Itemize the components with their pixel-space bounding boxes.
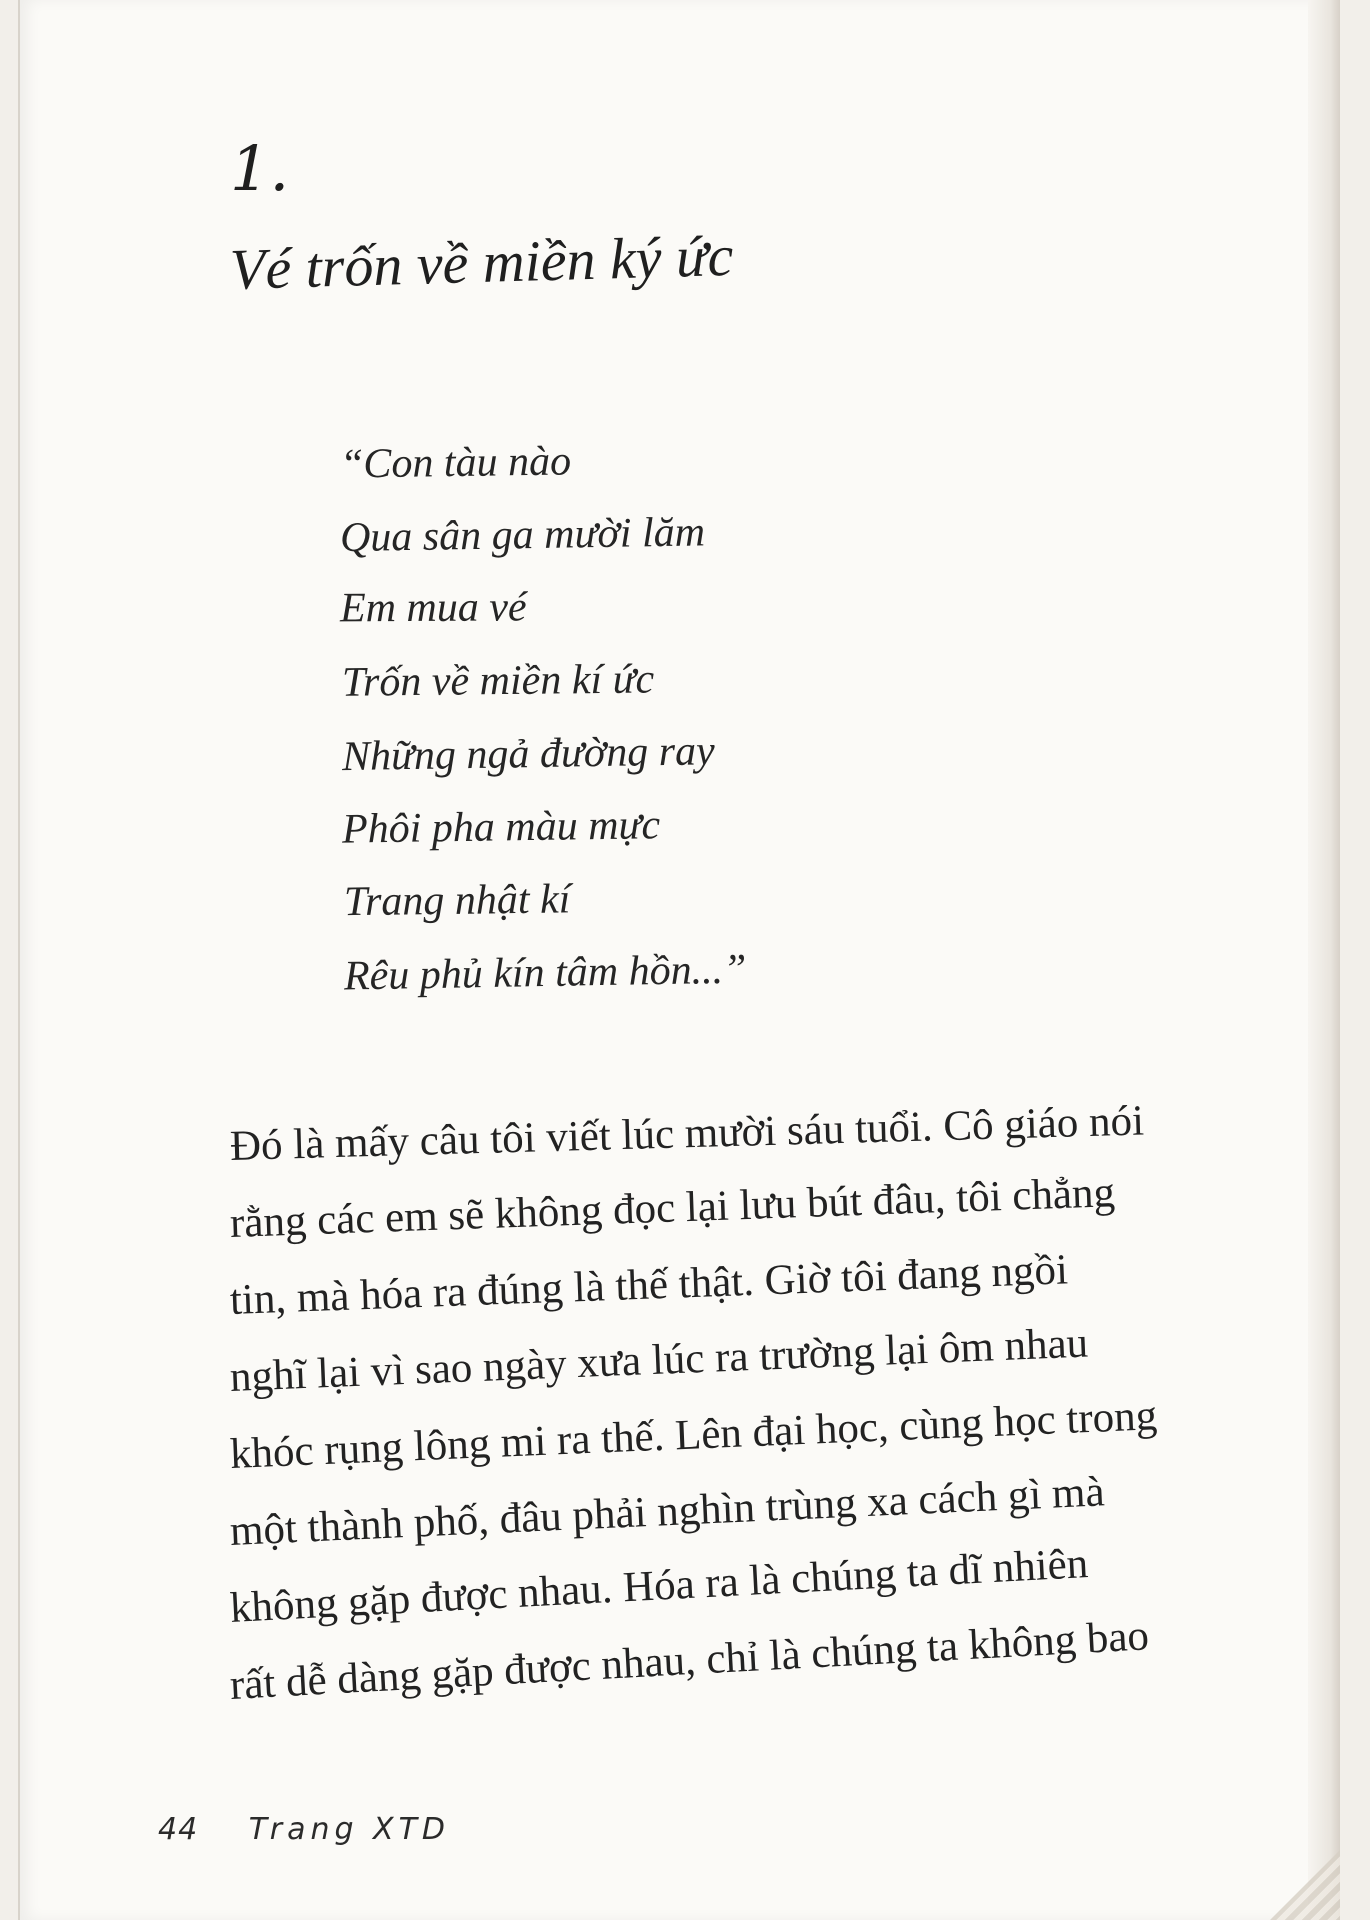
poem-line: Phôi pha màu mực [341,802,661,853]
poem-line: Rêu phủ kín tâm hồn...” [343,946,747,1000]
body-line: Đó là mấy câu tôi viết lúc mười sáu tuổi. Cô giáo nói [229,1097,1145,1170]
body-paragraph [228,1097,1310,1724]
body-line: rất dễ dàng gặp được nhau, chỉ là chúng ta không bao [228,1612,1151,1709]
poem-line: Trang nhật kí [343,876,571,926]
body-line: nghĩ lại vì sao ngày xưa lúc ra trường lại ôm nhau [229,1319,1089,1401]
body-line: không gặp được nhau. Hóa ra là chúng ta dĩ nhiên [228,1540,1090,1632]
body-line: rằng các em sẽ không đọc lại lưu bút đâu, tôi chẳng [229,1169,1116,1247]
chapter-number: 1. [230,132,290,205]
running-title: Trang XTD [248,1812,451,1847]
poem-line: Em mua vé [339,584,527,632]
curled-corner [1270,1850,1340,1920]
page-edge [1308,0,1340,1920]
page-number: 44 [158,1812,199,1847]
book-page [18,0,1340,1920]
poem-line: “Con tàu nào [339,438,572,488]
poem-line: Trốn về miền kí ức [341,656,655,706]
poem-line: Qua sân ga mười lăm [339,509,706,562]
poem-block [340,425,860,1009]
chapter-title: Vé trốn về miền ký ức [229,222,735,302]
body-line: khóc rụng lông mi ra thế. Lên đại học, cùng học trong [229,1392,1159,1478]
poem-line: Những ngả đường ray [341,728,716,781]
page-footer [158,1812,450,1847]
body-line: một thành phố, đâu phải nghìn trùng xa cách gì mà [228,1468,1106,1555]
body-line: tin, mà hóa ra đúng là thế thật. Giờ tôi đang ngồi [229,1246,1069,1324]
